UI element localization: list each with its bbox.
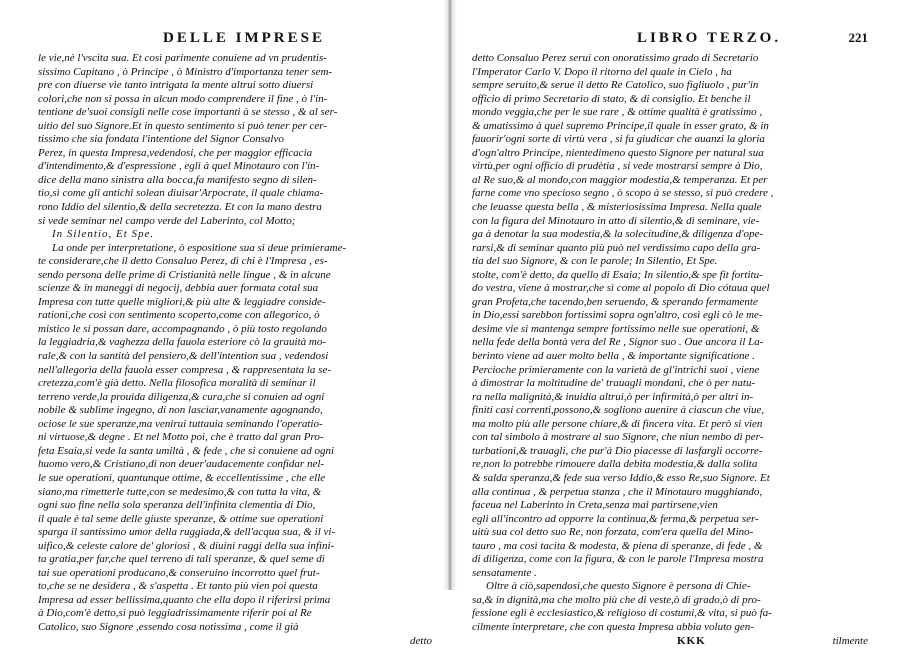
text-line: rationi,che così con sentimento scoperto,come con allegorico, ò [38, 309, 320, 322]
text-line: nobile & sublime ingegno, di non lasciar,vanamente agognando, [38, 404, 323, 417]
text-line: d'intendimento,& d'espressione , egli à quel Minotauro con l'in- [38, 160, 320, 173]
left-header-title: DELLE IMPRESE [163, 30, 325, 46]
text-line: rarsi,& di seminar quanto più può nel verdissimo capo della gra- [472, 241, 761, 254]
text-line: Perez, in questa Impresa,vedendosi, che per maggior efficacia [38, 146, 313, 159]
text-line: sempre seruito,& serue il detto Re Catolico, suo figliuolo , pur'in [472, 79, 759, 92]
text-line: uitio del suo Signore.Et in questo sentimento si può tener per cer- [38, 119, 327, 132]
text-line: l'Imperator Carlo V. Dopo il ritorno del quale in Cielo , ha [472, 65, 732, 78]
text-line: desime vie si mantenga sempre fortissimo nelle sue operationi, & [472, 322, 760, 335]
text-line: sensatamente . [472, 566, 537, 579]
left-text-body [38, 52, 436, 635]
text-line: à Dio,com'è detto,si può leggiadrissimamente riferir poi al Re [38, 607, 312, 620]
text-line: ni virtuose,& degne . Et nel Motto poi, che è tratto dal gran Pro- [38, 431, 324, 444]
left-page [0, 0, 450, 647]
text-line: colori,che non si possa in alcun modo comprendere il fine , ò l'in- [38, 92, 328, 105]
text-line: feta Esaia,si vede la santa umiltà , & fede , che si conuiene ad ogni [38, 444, 335, 457]
text-line: le vie,nè l'vscita sua. Et così parimente conuiene ad vn prudentis- [38, 52, 327, 64]
text-line: pre con diuerse vie tanto intrigata la mente altrui sotto diuersi [38, 79, 314, 92]
text-line: rono Iddio del silentio,& della secretezza. Et con la mano destra [38, 201, 322, 214]
text-line: in Dio,essi sarebbon fortissimi sopra ogn'altro, così egli cò le me- [472, 309, 763, 322]
signature-mark: KKK [677, 634, 706, 647]
right-header-title: LIBRO TERZO. [637, 30, 782, 46]
text-line: cilmente interpretare, che con questa Impresa abbia voluto gen- [472, 620, 754, 633]
left-running-header [38, 30, 436, 52]
text-line: ra nella malignità,& inuidia altrui,ò per infirmità,ò per altri in- [472, 390, 754, 403]
right-catchword: tilmente [832, 634, 868, 647]
text-line: re,non lo potrebbe rimouere dalla debita modestia,& dalla solita [472, 458, 758, 471]
text-line: nella fede della bontà vera del Re , Signor suo . Oue ancora il La- [472, 336, 764, 349]
text-line: huomo vero,& Cristiano,di non deuer'audacemente confidar nel- [38, 458, 325, 471]
text-line: d'ogn'altro Principe, nientedimeno questo Signore per natural sua [472, 146, 764, 159]
text-line: tentione de'suoi consigli nelle cose importanti à se stesso , & al ser- [38, 106, 338, 119]
text-line: cretezza,com'è già detto. Nella filosofica moralità di seminar il [38, 377, 316, 390]
text-line: berinto viene ad auer molto bella , & importante significatione . [472, 350, 755, 363]
text-line: finiti casi correnti,possono,& sogliono auenire à ciascun che viue, [472, 404, 765, 417]
text-line: nell'allegoria della fauola esser compresa , & rappresentata la se- [38, 363, 332, 376]
text-line: ga à denotar la sua modestia,& la solecitudine,& diligenza d'ope- [472, 228, 764, 241]
text-line: officio di primo Secretario di stato, & di consiglio. Et benche il [472, 92, 751, 105]
text-line: faceua nel Laberinto in Creta,senza mai partirsene,vien [472, 499, 718, 512]
text-line: à dimostrar la moltitudine de' trauagli mondani, che ò per natu- [472, 377, 756, 390]
text-line: uitù sua col detto suo Re, non forzata, com'era quella del Mino- [472, 526, 754, 539]
right-footer [472, 635, 868, 649]
text-line: te considerare,che il detto Consaluo Perez, di chi è l'Impresa , es- [38, 255, 328, 268]
text-line: con tal simbolo à mostrare al suo Signore, che niun nembo di per- [472, 431, 764, 444]
text-line: sissimo Capitano , ò Principe , ò Ministro d'importanza tener sem- [38, 65, 333, 78]
text-line: mistico le si possan dare, accompagnando , ò più tosto regolando [38, 322, 327, 335]
text-line: & amatissimo à quel supremo Principe,il quale in esser grato, & in [472, 119, 769, 132]
text-line: di diligenza, come con la figura, & con le parole l'Impresa mostra [472, 553, 764, 566]
text-line: tia del suo Signore, & con le parole; In Silentio, Et Spe. [472, 255, 718, 268]
text-line: terreno verde,la prouida diligenza,& cura,che si conuien ad ogni [38, 390, 325, 403]
text-line: Percioche primieramente con la varietà de gl'intrichi suoi , viene [472, 363, 760, 376]
text-line: stolte, com'è detto, da quello di Esaia; In silentio,& spe fit fortitu- [472, 268, 763, 281]
text-line: egli all'incontro ad opporre la continua,& ferma,& perpetua ser- [472, 512, 759, 525]
text-line: la leggiadria,& vaghezza della fauola esteriore cò la grauità mo- [38, 336, 327, 349]
text-line: La onde per interpretatione, ò espositione sua si deue primierame- [52, 241, 347, 254]
text-line: mondo veggia,che per le sue rare , & ottime qualità è gratissimo , [472, 106, 763, 119]
text-line: Oltre à ciò,sapendosi,che questo Signore è persona di Chie- [486, 580, 751, 593]
text-line: to,che se ne desidera , & s'aspetta . Et tanto più vien poi questa [38, 580, 318, 593]
page-number: 221 [848, 30, 868, 45]
left-footer [38, 635, 436, 649]
text-line: detto Consaluo Perez serui con onoratissimo grado di Secretario [472, 52, 759, 64]
right-page [450, 0, 900, 647]
text-line: Impresa ad esser bellissima,quanto che ella dopo il riferirsi prima [38, 593, 331, 606]
text-line: sa,& in dignità,ma che molto più che di veste,ò di grado,ò di pro- [472, 593, 761, 606]
text-line: tai sue operationi producano,& conseruino incorrotto quel frut- [38, 566, 320, 579]
text-line: che leuasse questa bella , & misteriosissima Impresa. Nella quale [472, 201, 762, 214]
right-running-header [472, 30, 868, 52]
right-text-body [472, 52, 868, 635]
text-line: Catolico, suo Signore ,essendo cosa notissima , come il già [38, 620, 299, 633]
text-line: rale,& con la santità del pensiero,& dell'intention sua , vedendosi [38, 350, 329, 363]
text-line: le sue operationi, quantunque ottime, & eccellentissime , che elle [38, 471, 326, 484]
text-line: ociose le sue speranze,ma venirui tuttauia seminando l'operatio- [38, 417, 323, 430]
text-line: ma molto più alle persone chiare,& di fincera vita. Et però si vien [472, 417, 763, 430]
text-line: fauorir'ogni sorte di virtù vera , si fa giudicar che auanzi la gloria [472, 133, 765, 146]
text-line: gran Profeta,che tacendo,ben seruendo, & sperando fermamente [472, 295, 758, 308]
text-line: tissimo che sia fondata l'intentione del Signor Consalvo [38, 133, 284, 146]
text-line: tio,sì come gli antichi solean diuisar'Arpocrate, il quale chiama- [38, 187, 324, 200]
text-line: farne come vno specioso segno , ò scopo à se stesso, si può credere , [472, 187, 774, 200]
text-line: alla continua , & perpetua stanza , che il Minotauro mugghiando, [472, 485, 763, 498]
text-line: In Silentio, Et Spe. [52, 228, 155, 241]
text-line: al Re suo,& al mondo,con maggior modestia,& temperanza. Et per [472, 173, 768, 186]
text-line: ta gratia,per far,che quel terreno di tali speranze, & quel seme di [38, 553, 325, 566]
text-line: il quale è tal seme delle giuste speranze, & ottime sue operationi [38, 512, 324, 525]
left-catchword: detto [410, 634, 432, 647]
text-line: siano,ma rimetterle tutte,con se medesimo,& con tutta la vita, & [38, 485, 322, 498]
text-line: turbationi,& trauagli, che pur'à Dio piacesse di lasfargli occorre- [472, 444, 763, 457]
text-line: sparga il santissimo umor della ruggiada,& dell'acqua sua, & il vi- [38, 526, 336, 539]
text-line: con la figura del Minotauro in atto di silentio,& di seminare, vie- [472, 214, 760, 227]
text-line: uifico,& celeste calore de' gloriosi , & diuini raggi della sua infini- [38, 539, 335, 552]
text-line: si vede seminar nel campo verde del Laberinto, col Motto; [38, 214, 296, 227]
text-line: fessione egli è ecclesiastico,& religioso di costumi,& vita, si può fa- [472, 607, 772, 620]
text-line: ogni suo fine nella sola speranza dell'infinita clementia di Dio, [38, 499, 316, 512]
text-line: do vestra, viene à mostrar,che sì come al popolo di Dio cótaua quel [472, 282, 770, 295]
text-line: virtù,per ogni officio di prudètia , si vede mostrarsi sempre à Dio, [472, 160, 763, 173]
text-line: tauro , ma così tacita & modesta, & piena di speranze, di fede , & [472, 539, 763, 552]
text-line: dice della mano sinistra alla bocca,fa manifesto segno di silen- [38, 173, 317, 186]
text-line: sendo persona delle prime di Cristianità nelle lingue , & in alcune [38, 268, 331, 281]
text-line: scienze & in maneggi di negocij, debbia auer formata cotal sua [38, 282, 319, 295]
text-line: & salda speranza,& fede sua verso Iddio,& esso Re,suo Signore. Et [472, 471, 770, 484]
text-line: Impresa con tutte quelle migliori,& più alte & leggiadre conside- [38, 295, 326, 308]
